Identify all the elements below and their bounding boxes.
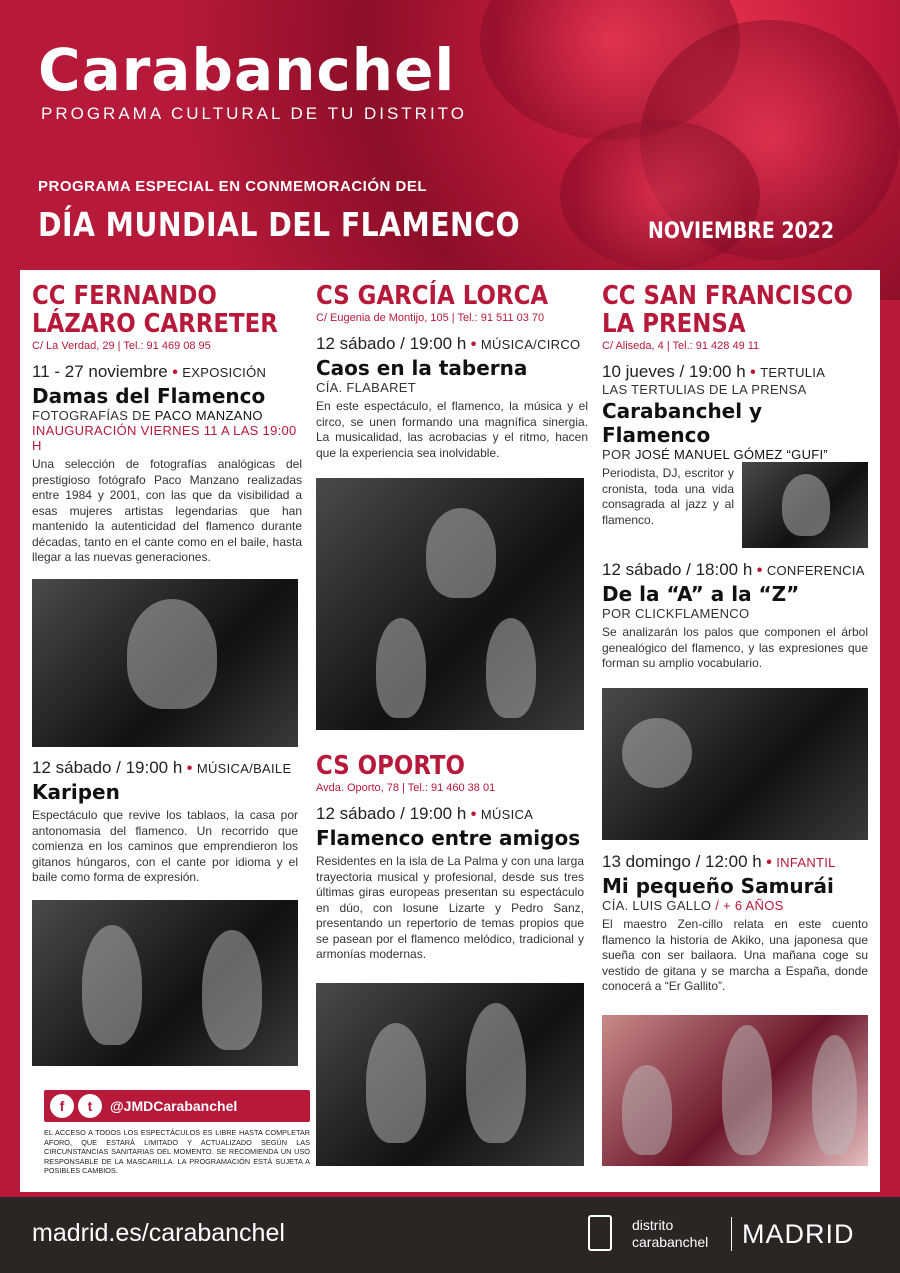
event-description: Periodista, DJ, escritor y cronista, toda una vida consagrada al jazz y al flamenco.	[602, 466, 734, 527]
social-bar	[44, 1090, 310, 1122]
event-flamenco-amigos: 12 sábado / 19:00 h • MÚSICA Flamenco entre amigos Residentes en la isla de La Palma y con una larga trayectoria musical y profesional, desde sus tres últimas giras europeas presentan su espectáculo en dúo, con Iosune Lizarte y Pedro Sanz, presentando un repertorio de temas propios que se pasean por el flamenco melódico, tradicional y armonías modernas.	[316, 804, 584, 961]
center-name-line2: LA PRENSA	[602, 309, 746, 339]
event-description: El maestro Zen-cillo relata en este cuento flamenco la historia de Akiko, una japonesa que sueña con ser bailaora. Una mañana coge su vestido de gitana y se marcha a España, donde conocerá a “Er Gallito”.	[602, 917, 868, 993]
legal-notice: EL ACCESO A TODOS LOS ESPECTÁCULOS ES LIBRE HASTA COMPLETAR AFORO, QUE ESTARÁ LIMITADO Y ACTUALIZADO SEGÚN LAS CIRCUNSTANCIAS SANITARIAS DEL MOMENTO. SE RECOMIENDA UN USO RESPONSABLE DE LA MASCARILLA. LA PROGRAMACIÓN ESTÁ SUJETA A POSIBLES CAMBIOS.	[44, 1128, 310, 1175]
photo-gufi	[742, 462, 868, 548]
event-tertulia: 10 jueves / 19:00 h • TERTULIA LAS TERTULIAS DE LA PRENSA Carabanchel y Flamenco POR JOSÉ MANUEL GÓMEZ “GUFI” Periodista, DJ, escritor y cronista, toda una vida consagrada al jazz y al flamenco.	[602, 362, 872, 528]
event-damas: 11 - 27 noviembre • EXPOSICIÓN Damas del Flamenco FOTOGRAFÍAS DE PACO MANZANO INAUGURACIÓN VIERNES 11 A LAS 19:00 H Una selección de fotografías analógicas del prestigioso fotógrafo Paco Manzano realizadas entre 1984 y 2001, con las que da visibilidad a esas mujeres artistas legendarias que han mantenido la autenticidad del flamenco durante décadas, tanto en el cante como en el baile, hasta llegar a las nuevas generaciones.	[32, 362, 302, 564]
facebook-icon[interactable]: f	[50, 1094, 74, 1118]
brand-title: Carabanchel	[38, 36, 456, 104]
column-san-francisco	[602, 270, 872, 1192]
event-description: En este espectáculo, el flamenco, la música y el circo, se unen formando una magnífica sinergia. La musicalidad, las acrobacias y el ritmo, hacen que la experiencia sea inolvidable.	[316, 399, 588, 460]
inauguration-note: INAUGURACIÓN VIERNES 11 A LAS 19:00 H	[32, 423, 297, 453]
oporto-section	[316, 752, 584, 963]
event-description: Residentes en la isla de La Palma y con una larga trayectoria musical y profesional, desde sus tres últimas giras europeas presentan su espectáculo en dúo, con Iosune Lizarte y Pedro Sanz, presentando un repertorio de temas propios que se pasean por el flamenco melódico, tradicional y armonías modernas.	[316, 854, 584, 961]
program-panel	[20, 270, 880, 1192]
event-description: Espectáculo que revive los tablaos, la casa por antonomasia del flamenco. Un recorrido que comienza en los caminos que emprendieron los gitanos húngaros, con el cante por idioma y el baile como forma de expresión.	[32, 808, 298, 884]
event-date: 11 - 27 noviembre	[32, 362, 168, 381]
event-description: Una selección de fotografías analógicas del prestigioso fotógrafo Paco Manzano realizadas entre 1984 y 2001, con las que da visibilidad a esas mujeres artistas legendarias que han mantenido la autenticidad del flamenco durante décadas, tanto en el cante como en el baile, hasta llegar a las nuevas generaciones.	[32, 457, 302, 564]
page-title: DÍA MUNDIAL DEL FLAMENCO	[38, 205, 521, 244]
event-category: MÚSICA/CIRCO	[480, 337, 581, 352]
month-label: NOVIEMBRE 2022	[648, 219, 835, 244]
photo-caos-taberna	[316, 478, 584, 730]
social-handle[interactable]: @JMDCarabanchel	[110, 1098, 238, 1114]
event-title: Damas del Flamenco	[32, 384, 266, 408]
event-date: 12 sábado / 19:00 h	[32, 758, 183, 777]
event-title: Carabanchel y Flamenco	[602, 399, 763, 447]
divider	[731, 1217, 732, 1251]
madrid-crest-icon	[588, 1215, 612, 1251]
photo-samurai	[602, 1015, 868, 1166]
event-kicker: LAS TERTULIAS DE LA PRENSA	[602, 382, 807, 397]
event-description: Se analizarán los palos que componen el árbol genealógico del flamenco, y las expresiones que forman su amplio vocabulario.	[602, 625, 868, 670]
event-title: De la “A” a la “Z”	[602, 582, 800, 606]
photo-flamenco-amigos	[316, 983, 584, 1166]
event-company: CÍA. LUIS GALLO	[602, 898, 716, 913]
photo-fan-flower	[602, 688, 868, 840]
event-category: TERTULIA	[760, 365, 826, 380]
event-caos: 12 sábado / 19:00 h • MÚSICA/CIRCO Caos en la taberna CÍA. FLABARET En este espectáculo, el flamenco, la música y el circo, se unen formando una magnífica sinergia. La musicalidad, las acrobacias y el ritmo, hacen que la experiencia sea inolvidable.	[316, 334, 588, 460]
event-samurai: 13 domingo / 12:00 h • INFANTIL Mi pequeño Samurái CÍA. LUIS GALLO / + 6 AÑOS El maestro Zen-cillo relata en este cuento flamenco la historia de Akiko, una japonesa que sueña con ser bailaora. Una mañana coge su vestido de gitana y se marcha a España, donde conocerá a “Er Gallito”.	[602, 852, 868, 993]
photo-karipen	[32, 900, 298, 1066]
photo-paco-manzano	[32, 579, 298, 747]
event-date: 13 domingo / 12:00 h	[602, 852, 762, 871]
twitter-icon[interactable]: t	[78, 1094, 102, 1118]
event-date: 10 jueves / 19:00 h	[602, 362, 746, 381]
center-address: Avda. Oporto, 78 | Tel.: 91 460 38 01	[316, 782, 496, 794]
event-subtitle: POR CLICKFLAMENCO	[602, 606, 750, 621]
center-name: CC SAN FRANCISCO	[602, 281, 853, 311]
event-date: 12 sábado / 19:00 h	[316, 334, 467, 353]
event-company: CÍA. FLABARET	[316, 380, 416, 395]
event-title: Flamenco entre amigos	[316, 826, 581, 850]
center-address: C/ Aliseda, 4 | Tel.: 91 428 49 11	[602, 340, 760, 352]
event-subtitle: POR	[602, 447, 635, 462]
event-category: MÚSICA/BAILE	[196, 761, 292, 776]
event-category: CONFERENCIA	[766, 563, 865, 578]
center-name-line2: LÁZARO CARRETER	[32, 309, 278, 339]
flower-decoration	[560, 120, 760, 270]
event-a-z: 12 sábado / 18:00 h • CONFERENCIA De la “A” a la “Z” POR CLICKFLAMENCO Se analizarán los palos que componen el árbol genealógico del flamenco, y las expresiones que forman su amplio vocabulario.	[602, 560, 868, 670]
event-title: Caos en la taberna	[316, 356, 528, 380]
event-category: INFANTIL	[776, 855, 836, 870]
center-address: C/ Eugenia de Montijo, 105 | Tel.: 91 511 03 70	[316, 312, 545, 324]
event-date: 12 sábado / 19:00 h	[316, 804, 467, 823]
speaker-name: JOSÉ MANUEL GÓMEZ “GUFI”	[634, 447, 829, 462]
district-label-line2: carabanchel	[632, 1234, 709, 1250]
website-link[interactable]: madrid.es/carabanchel	[32, 1219, 285, 1247]
brand-subtitle: PROGRAMA CULTURAL DE TU DISTRITO	[41, 104, 467, 123]
center-name: CS GARCÍA LORCA	[316, 281, 549, 311]
event-title: Karipen	[32, 780, 120, 804]
event-category: MÚSICA	[480, 807, 534, 822]
column-fernando-lazaro	[32, 270, 310, 1192]
event-subtitle: FOTOGRAFÍAS DE	[32, 408, 155, 423]
column-garcia-lorca	[316, 270, 588, 1192]
event-karipen: 12 sábado / 19:00 h • MÚSICA/BAILE Karipen Espectáculo que revive los tablaos, la casa por antonomasia del flamenco. Un recorrido que comienza en los caminos que emprendieron los gitanos húngaros, con el cante por idioma y el baile como forma de expresión.	[32, 758, 298, 884]
special-program-label: PROGRAMA ESPECIAL EN CONMEMORACIÓN DEL	[38, 178, 428, 195]
center-name: CC FERNANDO	[32, 281, 217, 311]
event-category: EXPOSICIÓN	[182, 365, 267, 380]
photographer-name: PACO MANZANO	[154, 408, 263, 423]
age-label: / + 6 AÑOS	[715, 898, 784, 913]
district-label-line1: distrito	[632, 1217, 674, 1233]
district-label	[632, 1217, 708, 1251]
madrid-logo: MADRID	[742, 1219, 855, 1249]
center-address: C/ La Verdad, 29 | Tel.: 91 469 08 95	[32, 340, 211, 352]
center-name: CS OPORTO	[316, 751, 465, 781]
event-date: 12 sábado / 18:00 h	[602, 560, 753, 579]
footer	[0, 1197, 900, 1273]
event-title: Mi pequeño Samurái	[602, 874, 834, 898]
